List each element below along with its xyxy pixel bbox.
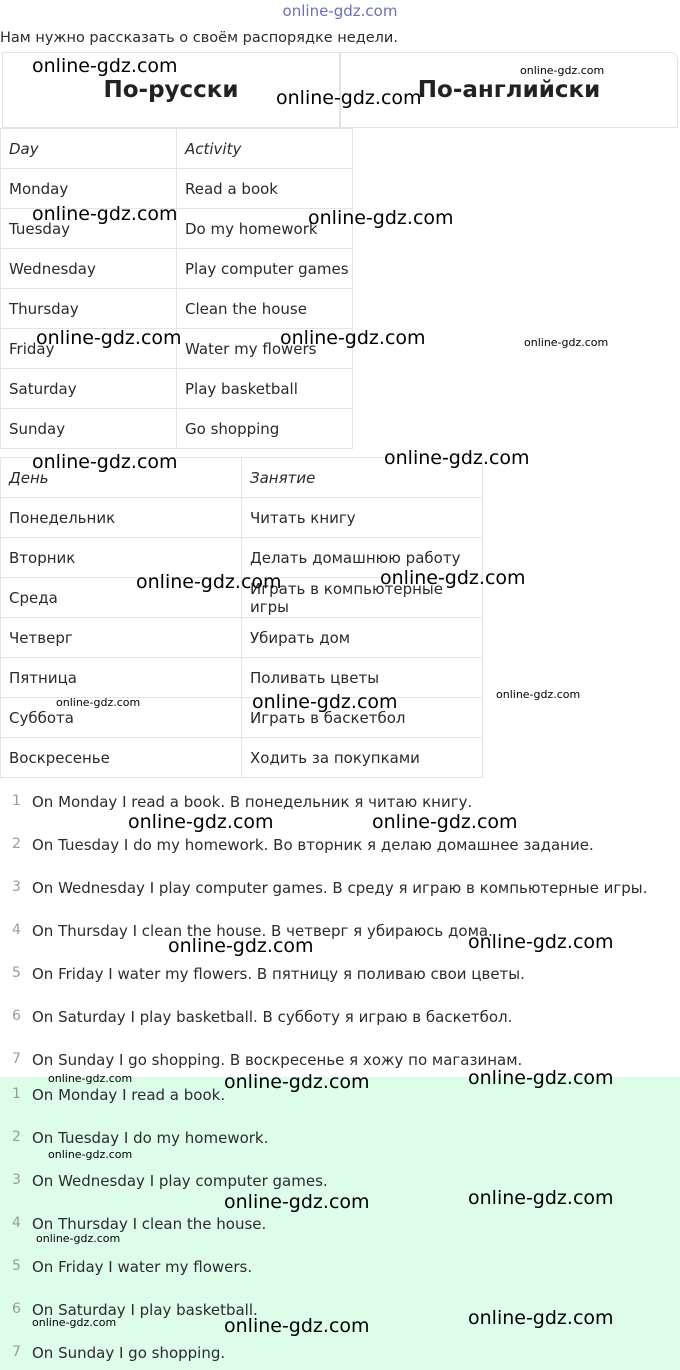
day-cell: Суббота — [1, 698, 242, 738]
table-row — [1, 409, 353, 449]
table-row — [1, 369, 353, 409]
header-activity: Activity — [177, 129, 353, 169]
activity-cell: Играть в баскетбол — [242, 698, 483, 738]
watermark: online-gdz.com — [32, 203, 178, 225]
answer-text: On Sunday I go shopping. — [32, 1344, 226, 1362]
activity-cell: Ходить за покупками — [242, 738, 483, 778]
watermark: online-gdz.com — [280, 327, 426, 349]
watermark: online-gdz.com — [36, 1232, 121, 1245]
answer-text: On Wednesday I play computer games. В среду я играю в компьютерные игры. — [32, 879, 648, 897]
table-row — [1, 498, 483, 538]
watermark: online-gdz.com — [224, 1315, 370, 1337]
watermark: online-gdz.com — [468, 1187, 614, 1209]
day-cell: Пятница — [1, 658, 242, 698]
watermark: online-gdz.com — [276, 87, 422, 109]
day-cell: Thursday — [1, 289, 177, 329]
item-number: 4 — [12, 1215, 21, 1231]
english-schedule-table — [0, 128, 353, 449]
activity-cell: Play basketball — [177, 369, 353, 409]
watermark: online-gdz.com — [520, 64, 605, 77]
item-number: 6 — [12, 1008, 21, 1024]
watermark: online-gdz.com — [524, 336, 609, 349]
item-number: 6 — [12, 1301, 21, 1317]
watermark: online-gdz.com — [32, 1316, 117, 1329]
watermark: online-gdz.com — [384, 447, 530, 469]
activity-cell: Go shopping — [177, 409, 353, 449]
watermark: online-gdz.com — [32, 451, 178, 473]
header-activity: Занятие — [242, 458, 483, 498]
day-cell: Четверг — [1, 618, 242, 658]
watermark: online-gdz.com — [48, 1072, 133, 1085]
activity-cell: Water my flowers — [177, 329, 353, 369]
activity-cell: Clean the house — [177, 289, 353, 329]
day-cell: Wednesday — [1, 249, 177, 289]
day-cell: Вторник — [1, 538, 242, 578]
answer-text: On Friday I water my flowers. В пятницу я поливаю свои цветы. — [32, 965, 525, 983]
answer-text: On Monday I read a book. В понедельник я читаю книгу. — [32, 793, 473, 811]
table-row — [1, 658, 483, 698]
watermark: online-gdz.com — [372, 811, 518, 833]
answer-text: On Tuesday I do my homework. — [32, 1129, 269, 1147]
russian-schedule-table — [0, 457, 483, 778]
table-row — [1, 289, 353, 329]
watermark: online-gdz.com — [36, 327, 182, 349]
item-number: 3 — [12, 879, 21, 895]
answer-text: On Thursday I clean the house. В четверг я убираюсь дома. — [32, 922, 493, 940]
day-cell: Sunday — [1, 409, 177, 449]
activity-cell: Read a book — [177, 169, 353, 209]
item-number: 2 — [12, 1129, 21, 1145]
watermark: online-gdz.com — [32, 55, 178, 77]
watermark: online-gdz.com — [224, 1191, 370, 1213]
activity-cell: Читать книгу — [242, 498, 483, 538]
answer-text: On Thursday I clean the house. — [32, 1215, 267, 1233]
watermark: online-gdz.com — [308, 207, 454, 229]
watermark: online-gdz.com — [380, 567, 526, 589]
day-cell: Воскресенье — [1, 738, 242, 778]
watermark: online-gdz.com — [128, 811, 274, 833]
tab-russian[interactable]: По-русски — [2, 52, 339, 128]
watermark: online-gdz.com — [56, 696, 141, 709]
watermark: online-gdz.com — [136, 571, 282, 593]
activity-cell: Убирать дом — [242, 618, 483, 658]
day-cell: Monday — [1, 169, 177, 209]
day-cell: Tuesday — [1, 209, 177, 249]
watermark: online-gdz.com — [48, 1148, 133, 1161]
watermark: online-gdz.com — [224, 1071, 370, 1093]
item-number: 3 — [12, 1172, 21, 1188]
top-watermark: online-gdz.com — [282, 2, 398, 20]
item-number: 7 — [12, 1344, 21, 1360]
header-day: День — [1, 458, 242, 498]
item-number: 5 — [12, 1258, 21, 1274]
answer-text: On Monday I read a book. — [32, 1086, 226, 1104]
day-cell: Saturday — [1, 369, 177, 409]
tab-english[interactable]: По-английски — [339, 52, 678, 128]
table-header-row — [1, 129, 353, 169]
item-number: 4 — [12, 922, 21, 938]
activity-cell: Do my homework — [177, 209, 353, 249]
day-cell: Friday — [1, 329, 177, 369]
answer-text: On Saturday I play basketball. — [32, 1301, 258, 1319]
intro-text: Нам нужно рассказать о своём распорядке недели. — [0, 30, 398, 46]
item-number: 5 — [12, 965, 21, 981]
activity-cell: Play computer games — [177, 249, 353, 289]
table-row — [1, 249, 353, 289]
answer-text: On Wednesday I play computer games. — [32, 1172, 328, 1190]
item-number: 1 — [12, 1086, 21, 1102]
item-number: 1 — [12, 793, 21, 809]
watermark: online-gdz.com — [468, 931, 614, 953]
item-number: 2 — [12, 836, 21, 852]
table-row — [1, 738, 483, 778]
watermark: online-gdz.com — [252, 691, 398, 713]
answer-text: On Saturday I play basketball. В субботу я играю в баскетбол. — [32, 1008, 513, 1026]
watermark: online-gdz.com — [468, 1307, 614, 1329]
watermark: online-gdz.com — [168, 935, 314, 957]
day-cell: Понедельник — [1, 498, 242, 538]
answer-text: On Tuesday I do my homework. Во вторник я делаю домашнее задание. — [32, 836, 594, 854]
watermark: online-gdz.com — [496, 688, 581, 701]
item-number: 7 — [12, 1051, 21, 1067]
watermark: online-gdz.com — [468, 1067, 614, 1089]
answer-text: On Friday I water my flowers. — [32, 1258, 253, 1276]
activity-cell: Делать домашнюю работу — [242, 538, 483, 578]
activity-cell: Играть в компьютерные игры — [242, 578, 483, 618]
header-day: Day — [1, 129, 177, 169]
day-cell: Среда — [1, 578, 242, 618]
activity-cell: Поливать цветы — [242, 658, 483, 698]
answer-text: On Sunday I go shopping. В воскресенье я хожу по магазинам. — [32, 1051, 523, 1069]
table-row — [1, 618, 483, 658]
